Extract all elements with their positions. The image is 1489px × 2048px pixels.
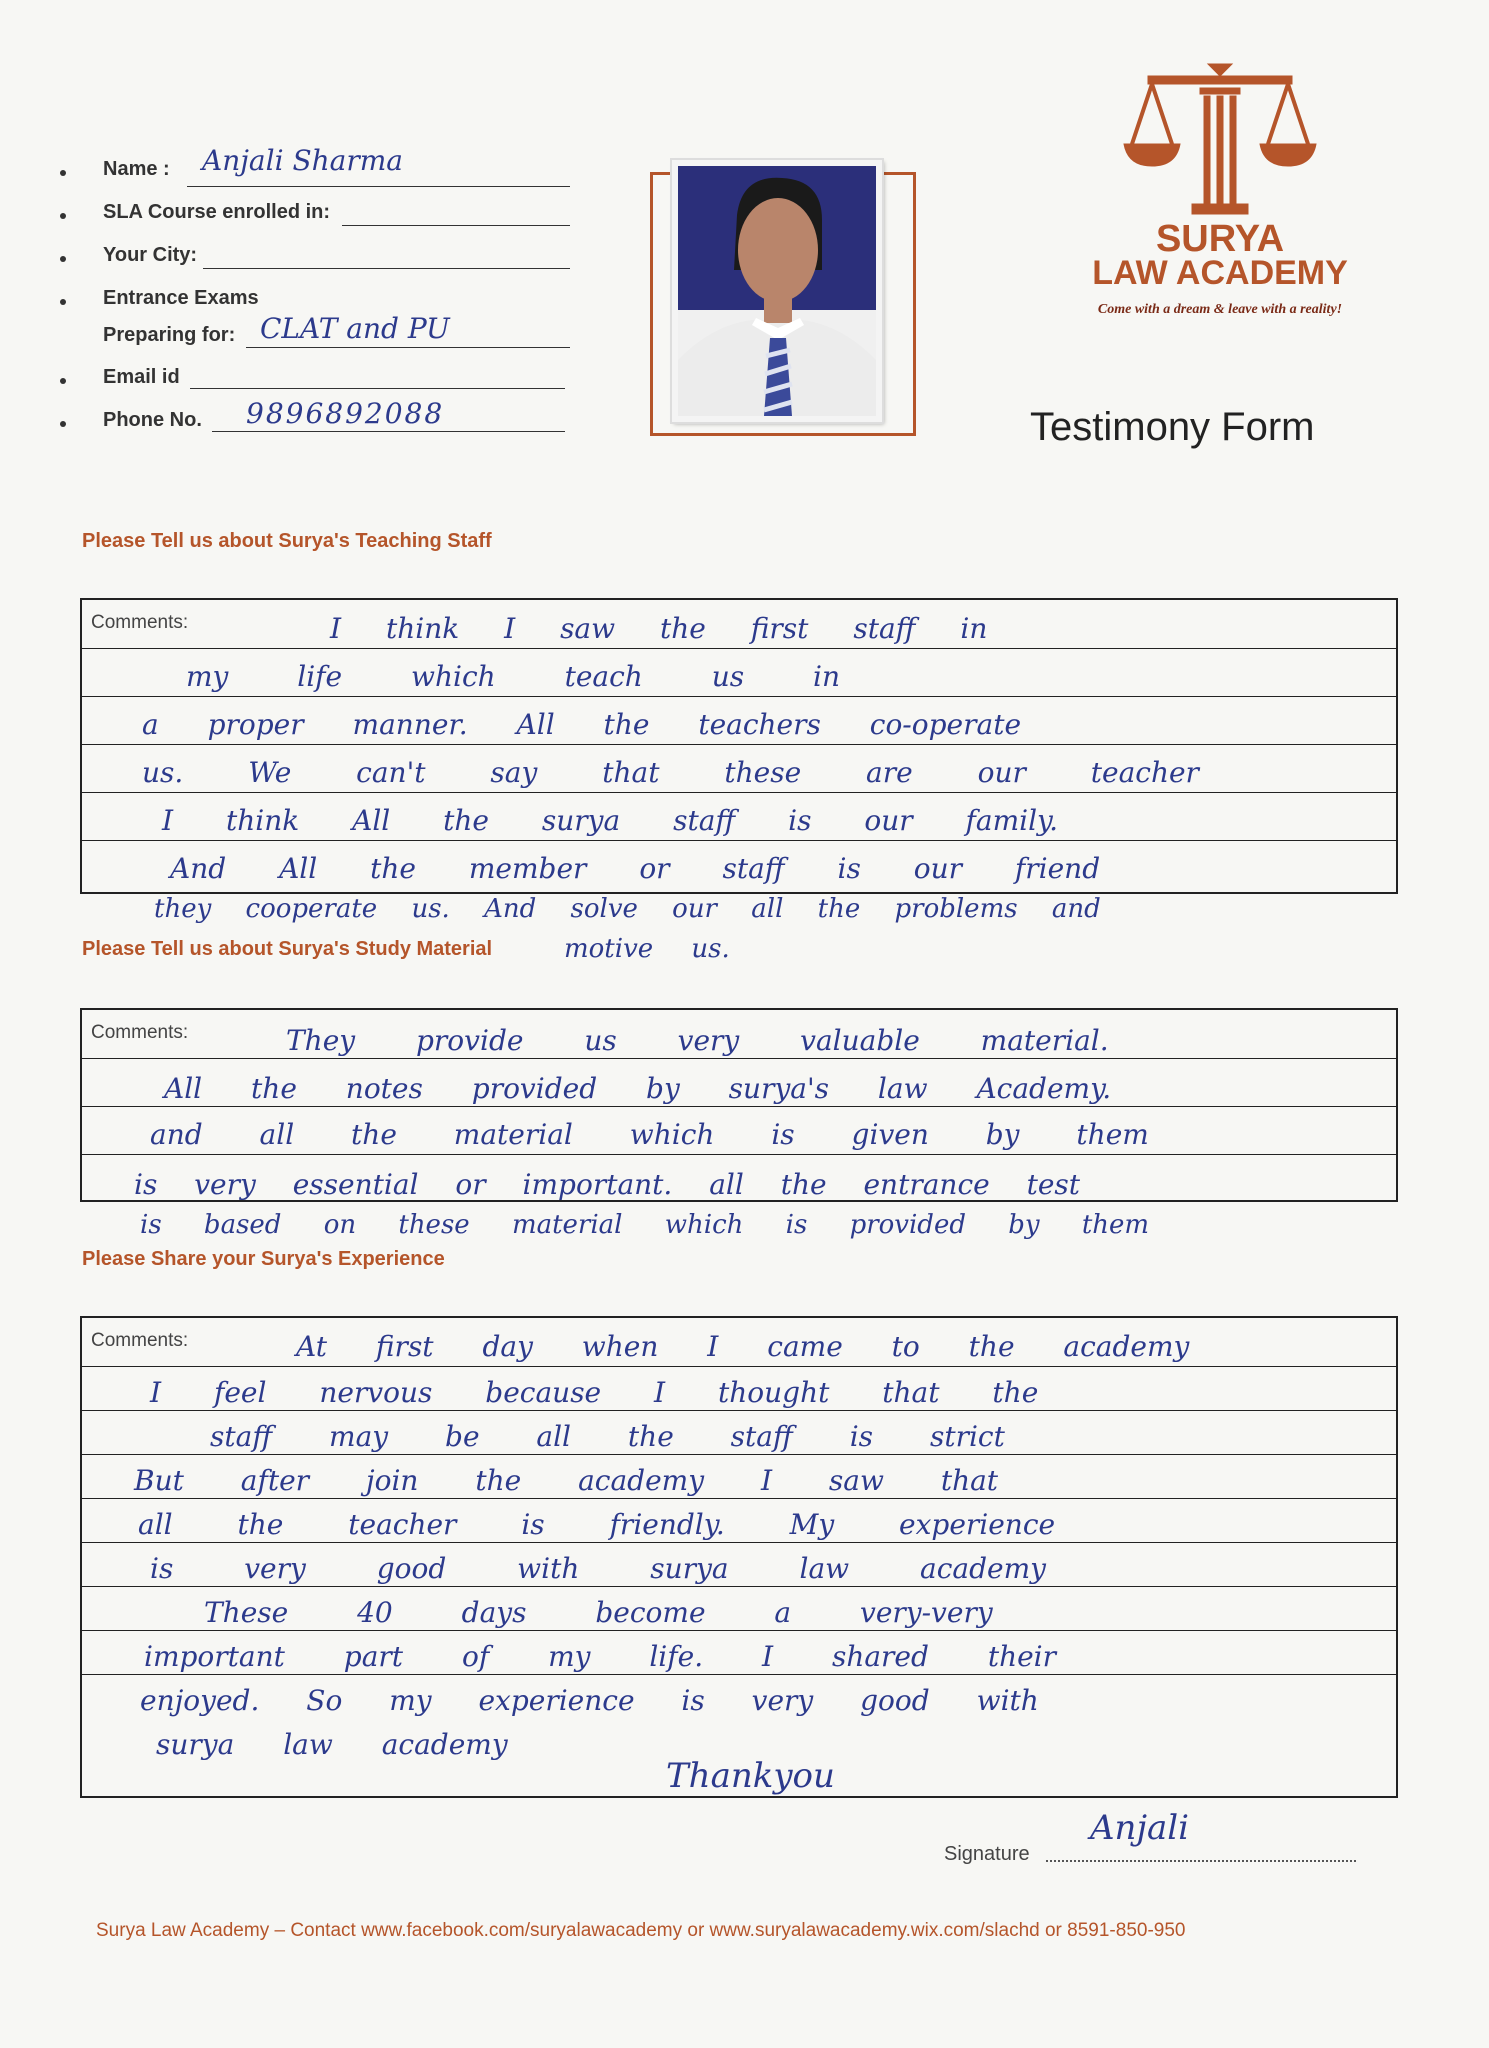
handwritten-line: enjoyed. So my experience is very good with bbox=[140, 1684, 1039, 1717]
phone-value: 9896892088 bbox=[246, 397, 445, 430]
ruled-line bbox=[82, 1106, 1396, 1107]
exams-label-1: Entrance Exams bbox=[103, 287, 259, 309]
bullet bbox=[60, 378, 66, 384]
ruled-line bbox=[82, 1674, 1396, 1675]
ruled-line bbox=[82, 696, 1396, 697]
scales-of-justice-icon bbox=[1060, 62, 1380, 222]
name-value: Anjali Sharma bbox=[202, 144, 403, 177]
ruled-line bbox=[82, 1586, 1396, 1587]
signature-field[interactable] bbox=[1046, 1860, 1356, 1862]
handwritten-line: I think All the surya staff is our family. bbox=[162, 804, 1059, 837]
ruled-line bbox=[82, 648, 1396, 649]
name-label: Name : bbox=[103, 158, 170, 180]
handwritten-line: my life which teach us in bbox=[186, 660, 841, 693]
comments-label: Comments: bbox=[91, 1022, 189, 1043]
exams-label-2: Preparing for: bbox=[103, 324, 236, 346]
academy-logo bbox=[1060, 62, 1380, 332]
handwritten-line: is very good with surya law academy bbox=[150, 1552, 1046, 1585]
handwritten-line: us. We can't say that these are our teacher bbox=[142, 756, 1199, 789]
logo-title-surya: SURYA bbox=[1155, 218, 1285, 260]
course-field[interactable] bbox=[342, 225, 570, 226]
info-row-name bbox=[60, 144, 580, 198]
ruled-line bbox=[82, 1498, 1396, 1499]
section-title-staff: Please Tell us about Surya's Teaching Staff bbox=[82, 530, 492, 552]
handwritten-line: a proper manner. All the teachers co-operate bbox=[142, 708, 1022, 741]
comments-label: Comments: bbox=[91, 612, 189, 633]
ruled-line bbox=[82, 744, 1396, 745]
handwritten-line: surya law academy bbox=[156, 1728, 508, 1761]
handwritten-line: I think I saw the first staff in bbox=[330, 612, 988, 645]
handwritten-line: is based on these material which is provided by them bbox=[140, 1210, 1150, 1240]
city-field[interactable] bbox=[203, 268, 570, 269]
bullet bbox=[60, 421, 66, 427]
ruled-line bbox=[82, 1542, 1396, 1543]
handwritten-line: But after join the academy I saw that bbox=[134, 1464, 999, 1497]
email-label: Email id bbox=[103, 366, 180, 388]
form-title: Testimony Form bbox=[1030, 405, 1315, 449]
ruled-line bbox=[82, 1410, 1396, 1411]
handwritten-line: is very essential or important. all the entrance test bbox=[134, 1168, 1081, 1201]
ruled-line bbox=[82, 1058, 1396, 1059]
bullet bbox=[60, 213, 66, 219]
logo-tagline: Come with a dream & leave with a reality! bbox=[1097, 302, 1343, 317]
ruled-line bbox=[82, 1630, 1396, 1631]
course-label: SLA Course enrolled in: bbox=[103, 201, 331, 223]
footer-contact: Surya Law Academy – Contact www.facebook.com/suryalawacademy or www.suryalawacademy.wix.com/slachd or 8591-850-950 bbox=[96, 1920, 1186, 1941]
handwritten-line: important part of my life. I shared their bbox=[144, 1640, 1057, 1673]
logo-title-law-academy: LAW ACADEMY bbox=[1092, 254, 1348, 292]
comments-label: Comments: bbox=[91, 1330, 189, 1351]
handwritten-line: These 40 days become a very-very bbox=[204, 1596, 993, 1629]
bullet bbox=[60, 256, 66, 262]
info-row-course bbox=[60, 201, 580, 241]
exams-value: CLAT and PU bbox=[260, 312, 450, 345]
email-field[interactable] bbox=[190, 388, 565, 389]
city-label: Your City: bbox=[103, 244, 198, 266]
signature-label: Signature bbox=[944, 1843, 1030, 1865]
signature-mark: Anjali bbox=[1090, 1808, 1190, 1848]
ruled-line bbox=[82, 1366, 1396, 1367]
exams-field[interactable] bbox=[246, 347, 570, 348]
ruled-line bbox=[82, 840, 1396, 841]
handwritten-line: and all the material which is given by them bbox=[150, 1118, 1149, 1151]
handwritten-line: At first day when I came to the academy bbox=[296, 1330, 1190, 1363]
ruled-line bbox=[82, 792, 1396, 793]
info-row-phone bbox=[60, 397, 580, 449]
handwritten-line: I feel nervous because I thought that the bbox=[150, 1376, 1039, 1409]
handwritten-line: They provide us very valuable material. bbox=[286, 1024, 1109, 1057]
phone-field[interactable] bbox=[212, 431, 565, 432]
handwritten-line: All the notes provided by surya's law Academy. bbox=[164, 1072, 1112, 1105]
section-title-experience: Please Share your Surya's Experience bbox=[82, 1248, 445, 1270]
name-field[interactable] bbox=[187, 186, 570, 187]
phone-label: Phone No. bbox=[103, 409, 202, 431]
info-row-exams bbox=[60, 287, 580, 367]
bullet bbox=[60, 170, 66, 176]
handwritten-line: all the teacher is friendly. My experience bbox=[138, 1508, 1056, 1541]
handwritten-line: Thankyou bbox=[666, 1756, 835, 1796]
info-row-city bbox=[60, 244, 580, 284]
handwritten-line: staff may be all the staff is strict bbox=[210, 1420, 1005, 1453]
ruled-line bbox=[82, 1154, 1396, 1155]
handwritten-line: they cooperate us. And solve our all the problems and bbox=[154, 894, 1101, 924]
bullet bbox=[60, 299, 66, 305]
handwritten-line: motive us. bbox=[564, 934, 730, 964]
student-photo bbox=[672, 160, 882, 422]
section-title-material: Please Tell us about Surya's Study Material bbox=[82, 938, 493, 960]
handwritten-line: And All the member or staff is our friend bbox=[170, 852, 1101, 885]
ruled-line bbox=[82, 1454, 1396, 1455]
